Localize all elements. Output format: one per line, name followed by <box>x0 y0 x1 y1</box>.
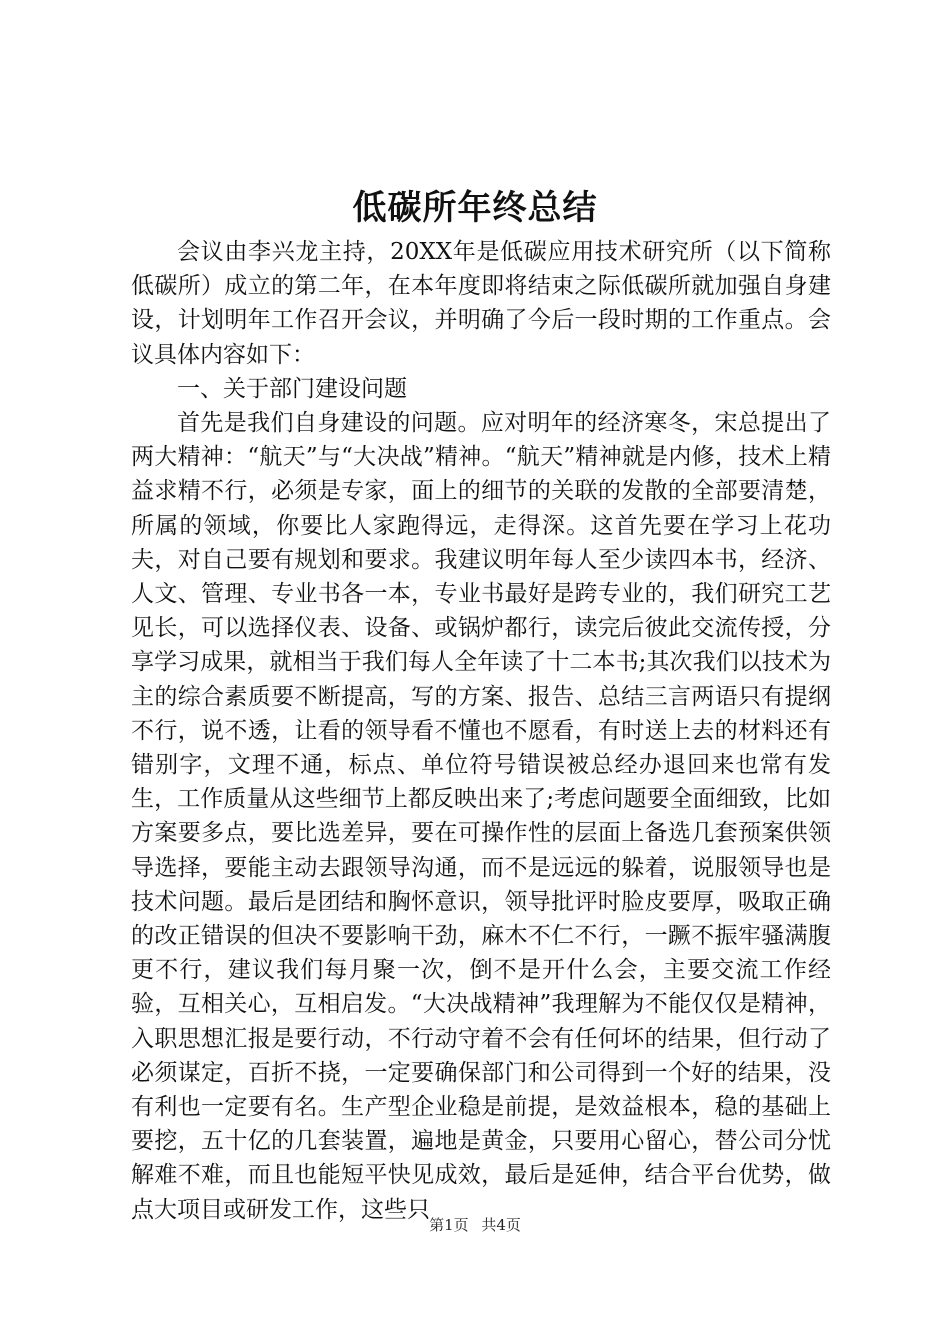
section-paragraph: 首先是我们自身建设的问题。应对明年的经济寒冬，宋总提出了两大精神：“航天”与“大决战”精神。“航天”精神就是内修，技术上精益求精不行，必须是专家，面上的细节的关联的发散的全部要清楚，所属的领域，你要比人家跑得远，走得深。这首先要在学习上花功夫，对自己要有规划和要求。我建议明年每人至少读四本书，经济、人文、管理、专业书各一本，专业书最好是跨专业的，我们研究工艺见长，可以选择仪表、设备、或锅炉都行，读完后彼此交流传授，分享学习成果，就相当于我们每人全年读了十二本书;其次我们以技术为主的综合素质要不断提高，写的方案、报告、总结三言两语只有提纲不行，说不透，让看的领导看不懂也不愿看，有时送上去的材料还有错别字，文理不通，标点、单位符号错误被总经办退回来也常有发生，工作质量从这些细节上都反映出来了;考虑问题要全面细致，比如方案要多点，要比选差异，要在可操作性的层面上备选几套预案供领导选择，要能主动去跟领导沟通，而不是远远的躲着，说服领导也是技术问题。最后是团结和胸怀意识，领导批评时脸皮要厚，吸取正确的改正错误的但决不要影响干劲，麻木不仁不行，一蹶不振牢骚满腹更不行，建议我们每月聚一次，倒不是开什么会，主要交流工作经验，互相关心，互相启发。“大决战精神”我理解为不能仅仅是精神，入职思想汇报是要行动，不行动守着不会有任何坏的结果，但行动了必须谋定，百折不挠，一定要确保部门和公司得到一个好的结果，没有利也一定要有名。生产型企业稳是前提，是效益根本，稳的基础上要挖，五十亿的几套装置，遍地是黄金，只要用心留心，替公司分忧解难不难，而且也能短平快见成效，最后是延伸，结合平台优势，做点大项目或研发工作，这些只 <box>131 410 831 1223</box>
page-total: 共4页 <box>481 1216 521 1234</box>
document-body <box>131 235 831 1227</box>
intro-paragraph: 会议由李兴龙主持，20XX年是低碳应用技术研究所（以下简称低碳所）成立的第二年，在本年度即将结束之际低碳所就加强自身建设，计划明年工作召开会议，并明确了今后一段时期的工作重点。会议具体内容如下： <box>131 239 831 368</box>
section-heading: 一、关于部门建设问题 <box>177 375 407 402</box>
page-number: 第1页 <box>429 1216 469 1234</box>
document-title: 低碳所年终总结 <box>352 188 598 228</box>
page-footer <box>0 1215 950 1235</box>
